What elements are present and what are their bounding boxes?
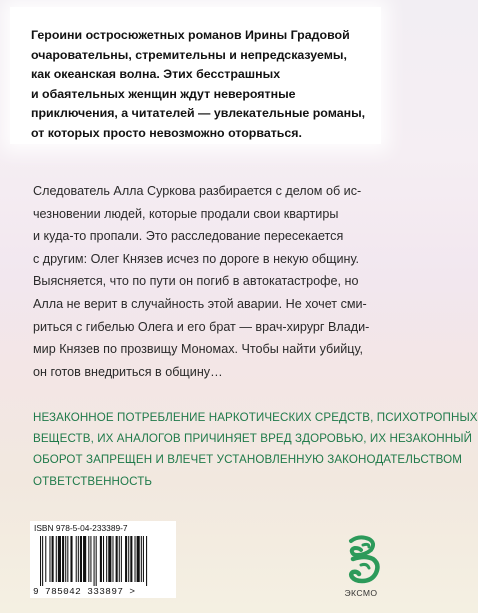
warning-line: ВЕЩЕСТВ, ИХ АНАЛОГОВ ПРИЧИНЯЕТ ВРЕД ЗДОРОВЬЮ, ИХ НЕЗАКОННЫЙ <box>33 432 473 446</box>
blurb-line: как океанская волна. Этих бесстрашных <box>31 67 281 82</box>
barcode-bar <box>94 536 95 586</box>
barcode-bar <box>76 536 77 582</box>
isbn-number: ISBN 978-5-04-233389-7 <box>34 523 128 533</box>
barcode-bar <box>45 536 46 582</box>
publisher-name: ЭКСМО <box>344 588 378 598</box>
warning-line: ОТВЕТСТВЕННОСТЬ <box>33 474 153 488</box>
annotation-line: Следователь Алла Суркова разбирается с делом об ис- <box>33 184 362 198</box>
annotation-line: чезновении людей, которые продали свои квартиры <box>33 206 339 221</box>
barcode-bar <box>130 536 132 582</box>
blurb-line: очаровательны, стремительны и непредсказуемы, <box>31 47 347 62</box>
barcode-bar <box>108 536 111 582</box>
annotation-line: он готов внедриться в общину… <box>33 364 223 379</box>
barcode-bar <box>116 536 118 582</box>
barcode-bar <box>67 536 68 582</box>
barcode-bar <box>146 536 147 586</box>
blurb-line: и обаятельных женщин ждут невероятные <box>31 86 296 101</box>
ean-number: 9 785042 333897 > <box>33 586 136 597</box>
barcode-bar <box>80 536 82 582</box>
barcode-bar <box>52 536 54 582</box>
barcode-bar <box>83 536 86 582</box>
drug-warning <box>33 407 478 492</box>
annotation-line: и куда-то пропали. Это расследование пересекается <box>33 229 344 244</box>
annotation-line: риться с гибелью Олега и его брат — врач-хирург Влади- <box>33 319 370 334</box>
barcode-bar <box>42 536 43 586</box>
warning-line: НЕЗАКОННОЕ ПОТРЕБЛЕНИЕ НАРКОТИЧЕСКИХ СРЕДСТВ, ПСИХОТРОПНЫХ <box>33 411 478 424</box>
barcode-bar <box>40 536 41 586</box>
barcode-bar <box>135 536 136 582</box>
barcode-bar <box>49 536 50 582</box>
barcode-bar <box>141 536 142 582</box>
annotation-line: Алла не верит в случайность этой аварии. Не хочет сми- <box>33 296 367 311</box>
barcode-bar <box>143 536 144 582</box>
series-blurb <box>31 26 371 144</box>
blurb-line: Героини остросюжетных романов Ирины Градовой <box>31 28 350 42</box>
barcode-bar <box>62 536 64 582</box>
annotation-line: с другим: Олег Князев исчез по дороге в некую общину. <box>33 251 360 266</box>
blurb-line: приключения, а читателей — увлекательные романы, <box>31 106 366 121</box>
barcode-bar <box>56 536 57 582</box>
barcode-bar <box>100 536 102 582</box>
barcode-bar <box>137 536 140 582</box>
barcode-bar <box>125 536 127 582</box>
annotation-line: Выясняется, что по пути он погиб в автокатастрофе, но <box>33 274 359 289</box>
warning-line: ОБОРОТ ЗАПРЕЩЕН И ВЛЕЧЕТ УСТАНОВЛЕННУЮ ЗАКОНОДАТЕЛЬСТВОМ <box>33 453 462 467</box>
barcode-bar <box>88 536 89 582</box>
annotation-line: мир Князев по прозвищу Мономах. Чтобы найти убийцу, <box>33 342 364 357</box>
barcode-bar <box>119 536 120 582</box>
barcode-bar <box>70 536 72 582</box>
barcode-bar <box>96 536 97 586</box>
barcode-panel <box>30 521 176 598</box>
barcode-bar <box>106 536 107 582</box>
barcode-bar <box>65 536 66 582</box>
blurb-line: от которых просто невозможно оторваться. <box>31 125 302 140</box>
barcode-bar <box>112 536 113 582</box>
barcode-bar <box>78 536 79 582</box>
eksmo-logo-icon <box>345 533 385 585</box>
barcode-bar <box>128 536 129 582</box>
barcode-bars <box>40 536 166 586</box>
barcode-bar <box>121 536 122 582</box>
barcode-bar <box>58 536 61 582</box>
barcode-bar <box>103 536 104 582</box>
barcode-bar <box>90 536 91 582</box>
book-annotation <box>33 180 383 383</box>
